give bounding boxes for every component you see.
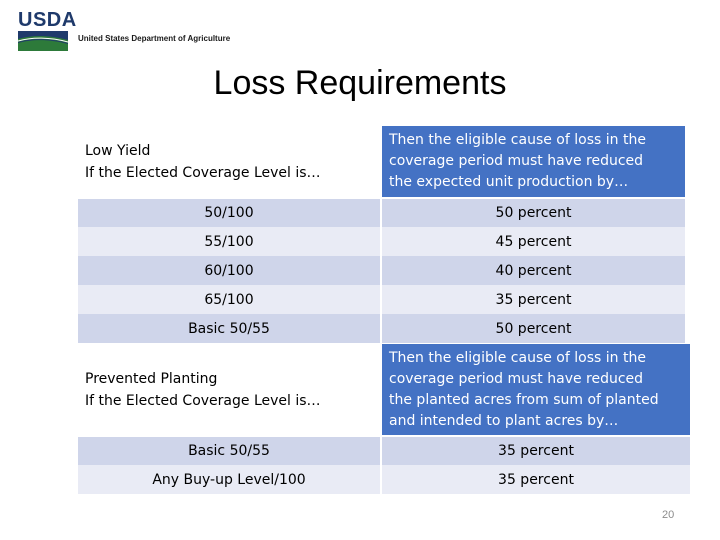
coverage-level-cell: Basic 50/55 [78,314,381,343]
reduction-cell: 40 percent [381,256,685,285]
low-yield-requirement-line: Then the eligible cause of loss in the [389,132,646,148]
table-row [78,436,690,465]
low-yield-header-right [381,126,685,198]
usda-logo-text: USDA [18,9,77,31]
page-number: 20 [662,509,675,521]
coverage-level-cell: 65/100 [78,285,381,314]
prevented-planting-header-row [78,344,690,436]
low-yield-condition: If the Elected Coverage Level is… [85,164,321,181]
prevented-planting-label: Prevented Planting [85,370,218,387]
coverage-level-cell: 50/100 [78,198,381,227]
low-yield-header-left [78,126,381,198]
table-row [78,227,685,256]
usda-logo-mark [18,31,68,51]
coverage-level-cell: 55/100 [78,227,381,256]
table-row [78,256,685,285]
prevented-planting-condition: If the Elected Coverage Level is… [85,392,321,409]
prevented-planting-requirement-line: the planted acres from sum of planted [389,391,659,408]
reduction-cell: 35 percent [381,465,690,494]
reduction-cell: 50 percent [381,314,685,343]
prevented-planting-header-right [381,344,690,436]
low-yield-requirement-line: the expected unit production by… [389,174,629,190]
prevented-planting-header-left [78,344,381,436]
prevented-planting-requirement-line: coverage period must have reduced [389,370,644,387]
prevented-planting-table [78,344,690,494]
table-row [78,198,685,227]
reduction-cell: 35 percent [381,436,690,465]
reduction-cell: 35 percent [381,285,685,314]
low-yield-requirement-line: coverage period must have reduced [389,153,644,169]
low-yield-header-row [78,126,685,198]
page-title: Loss Requirements [213,64,507,102]
reduction-cell: 45 percent [381,227,685,256]
low-yield-label: Low Yield [85,142,151,159]
reduction-cell: 50 percent [381,198,685,227]
coverage-level-cell: Basic 50/55 [78,436,381,465]
coverage-level-cell: 60/100 [78,256,381,285]
low-yield-table [78,126,685,343]
prevented-planting-requirement-line: Then the eligible cause of loss in the [389,349,646,366]
table-row [78,314,685,343]
table-row [78,285,685,314]
prevented-planting-requirement-line: and intended to plant acres by… [389,412,619,429]
department-name: United States Department of Agriculture [78,34,231,43]
table-row [78,465,690,494]
usda-logo [18,10,77,51]
coverage-level-cell: Any Buy-up Level/100 [78,465,381,494]
